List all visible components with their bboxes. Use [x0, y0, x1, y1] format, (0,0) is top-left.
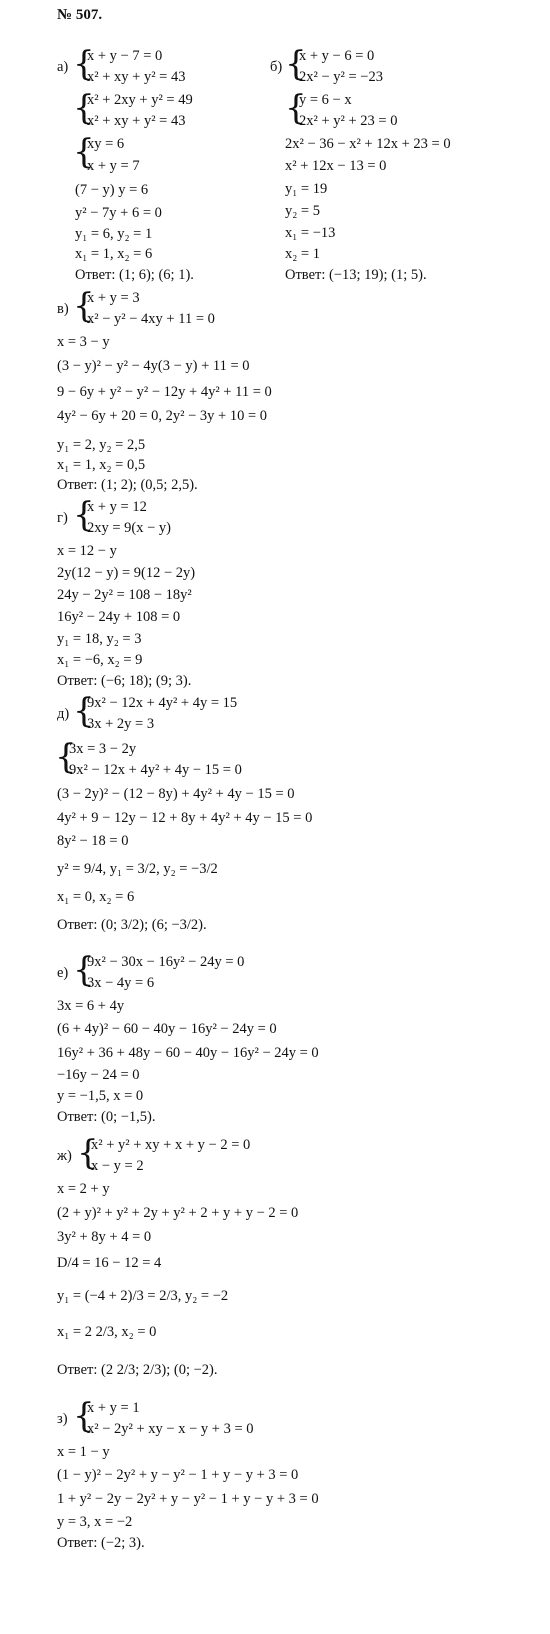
part-e-step: (6 + 4y)² − 60 − 40y − 16y² − 24y = 0 — [57, 1021, 277, 1037]
part-zh-sys1-eq2: x − y = 2 — [91, 1158, 144, 1174]
part-g-sys1-eq1: x + y = 12 — [87, 499, 147, 515]
part-b-answer: Ответ: (−13; 19); (1; 5). — [285, 267, 427, 283]
part-a-step: y² − 7y + 6 = 0 — [75, 205, 162, 221]
problem-title: № 507. — [57, 7, 103, 23]
part-b-step: x₁ = −13 — [285, 225, 336, 241]
part-z-step: x = 1 − y — [57, 1444, 110, 1460]
brace-icon: { — [73, 88, 95, 128]
part-b-label: б) — [270, 59, 283, 75]
part-g-answer: Ответ: (−6; 18); (9; 3). — [57, 673, 192, 689]
part-e-label: е) — [57, 965, 69, 981]
part-a-step: x₁ = 1, x₂ = 6 — [75, 246, 153, 262]
brace-icon: { — [55, 737, 77, 777]
part-z-sys1-eq2: x² − 2y² + xy − x − y + 3 = 0 — [87, 1421, 254, 1437]
part-g-step: 16y² − 24y + 108 = 0 — [57, 609, 181, 625]
part-z-step: (1 − y)² − 2y² + y − y² − 1 + y − y + 3 = 0 — [57, 1467, 299, 1483]
part-z-answer: Ответ: (−2; 3). — [57, 1535, 145, 1551]
part-z-step: y = 3, x = −2 — [57, 1514, 133, 1530]
part-zh-step: y₁ = (−4 + 2)/3 = 2/3, y₂ = −2 — [57, 1288, 229, 1304]
part-b-step: x₂ = 1 — [285, 246, 320, 262]
part-e-step: 3x = 6 + 4y — [57, 998, 125, 1014]
part-e-sys1-eq2: 3x − 4y = 6 — [87, 975, 155, 991]
part-d-step: x₁ = 0, x₂ = 6 — [57, 889, 135, 905]
part-a-sys2-eq2: x² + xy + y² = 43 — [87, 113, 186, 129]
part-zh-step: x₁ = 2 2/3, x₂ = 0 — [57, 1324, 157, 1340]
part-a-sys2-eq1: x² + 2xy + y² = 49 — [87, 92, 193, 108]
part-a-step: (7 − y) y = 6 — [75, 182, 149, 198]
part-v-step: y₁ = 2, y₂ = 2,5 — [57, 437, 146, 453]
brace-icon: { — [73, 132, 95, 172]
brace-icon: { — [73, 495, 95, 535]
part-d-answer: Ответ: (0; 3/2); (6; −3/2). — [57, 917, 207, 933]
part-a-label: а) — [57, 59, 69, 75]
part-zh-step: 3y² + 8y + 4 = 0 — [57, 1229, 152, 1245]
part-g-sys1-eq2: 2xy = 9(x − y) — [87, 520, 172, 536]
part-z-sys1-eq1: x + y = 1 — [87, 1400, 140, 1416]
brace-icon: { — [285, 88, 307, 128]
part-e-step: 16y² + 36 + 48y − 60 − 40y − 16y² − 24y = 0 — [57, 1045, 319, 1061]
brace-icon: { — [73, 1396, 95, 1436]
part-v-label: в) — [57, 301, 69, 317]
brace-icon: { — [77, 1133, 99, 1173]
part-g-step: x₁ = −6, x₂ = 9 — [57, 652, 143, 668]
part-d-sys2-eq1: 3x = 3 − 2y — [69, 741, 137, 757]
part-z-step: 1 + y² − 2y − 2y² + y − y² − 1 + y − y + 3 = 0 — [57, 1491, 319, 1507]
part-z-label: з) — [57, 1411, 68, 1427]
part-a-sys1-eq2: x² + xy + y² = 43 — [87, 69, 186, 85]
part-a-sys3-eq1: xy = 6 — [87, 136, 125, 152]
part-v-sys1-eq1: x + y = 3 — [87, 290, 140, 306]
part-b-step: y₂ = 5 — [285, 203, 320, 219]
part-d-step: 8y² − 18 = 0 — [57, 833, 129, 849]
part-d-step: y² = 9/4, y₁ = 3/2, y₂ = −3/2 — [57, 861, 218, 877]
part-d-step: 4y² + 9 − 12y − 12 + 8y + 4y² + 4y − 15 = 0 — [57, 810, 313, 826]
part-v-answer: Ответ: (1; 2); (0,5; 2,5). — [57, 477, 198, 493]
part-v-sys1-eq2: x² − y² − 4xy + 11 = 0 — [87, 311, 215, 327]
part-a-answer: Ответ: (1; 6); (6; 1). — [75, 267, 194, 283]
part-g-step: x = 12 − y — [57, 543, 117, 559]
part-v-step: (3 − y)² − y² − 4y(3 − y) + 11 = 0 — [57, 358, 250, 374]
part-g-step: y₁ = 18, y₂ = 3 — [57, 631, 142, 647]
part-b-sys1-eq2: 2x² − y² = −23 — [299, 69, 383, 85]
part-b-step: y₁ = 19 — [285, 181, 328, 197]
part-b-sys2-eq2: 2x² + y² + 23 = 0 — [299, 113, 398, 129]
part-b-sys1-eq1: x + y − 6 = 0 — [299, 48, 375, 64]
part-v-step: x = 3 − y — [57, 334, 110, 350]
part-g-step: 2y(12 − y) = 9(12 − 2y) — [57, 565, 196, 581]
part-zh-step: x = 2 + y — [57, 1181, 110, 1197]
part-zh-sys1-eq1: x² + y² + xy + x + y − 2 = 0 — [91, 1137, 251, 1153]
part-d-sys1-eq2: 3x + 2y = 3 — [87, 716, 155, 732]
part-e-answer: Ответ: (0; −1,5). — [57, 1109, 156, 1125]
part-g-label: г) — [57, 510, 68, 526]
brace-icon: { — [73, 950, 95, 990]
part-d-step: (3 − 2y)² − (12 − 8y) + 4y² + 4y − 15 = 0 — [57, 786, 295, 802]
part-zh-step: D/4 = 16 − 12 = 4 — [57, 1255, 162, 1271]
part-g-step: 24y − 2y² = 108 − 18y² — [57, 587, 192, 603]
part-v-step: x₁ = 1, x₂ = 0,5 — [57, 457, 146, 473]
part-e-step: y = −1,5, x = 0 — [57, 1088, 144, 1104]
part-zh-label: ж) — [57, 1148, 72, 1164]
part-a-step: y₁ = 6, y₂ = 1 — [75, 226, 153, 242]
part-b-step: x² + 12x − 13 = 0 — [285, 158, 387, 174]
part-a-sys3-eq2: x + y = 7 — [87, 158, 140, 174]
part-e-step: −16y − 24 = 0 — [57, 1067, 140, 1083]
brace-icon: { — [285, 44, 307, 84]
part-a-sys1-eq1: x + y − 7 = 0 — [87, 48, 163, 64]
brace-icon: { — [73, 691, 95, 731]
part-d-label: д) — [57, 706, 70, 722]
part-v-step: 9 − 6y + y² − y² − 12y + 4y² + 11 = 0 — [57, 384, 272, 400]
part-b-sys2-eq1: y = 6 − x — [299, 92, 352, 108]
part-d-sys2-eq2: 9x² − 12x + 4y² + 4y − 15 = 0 — [69, 762, 242, 778]
part-e-sys1-eq1: 9x² − 30x − 16y² − 24y = 0 — [87, 954, 245, 970]
part-d-sys1-eq1: 9x² − 12x + 4y² + 4y = 15 — [87, 695, 238, 711]
part-zh-answer: Ответ: (2 2/3; 2/3); (0; −2). — [57, 1362, 218, 1378]
brace-icon: { — [73, 44, 95, 84]
part-b-step: 2x² − 36 − x² + 12x + 23 = 0 — [285, 136, 451, 152]
part-v-step: 4y² − 6y + 20 = 0, 2y² − 3y + 10 = 0 — [57, 408, 268, 424]
brace-icon: { — [73, 286, 95, 326]
part-zh-step: (2 + y)² + y² + 2y + y² + 2 + y + y − 2 = 0 — [57, 1205, 299, 1221]
